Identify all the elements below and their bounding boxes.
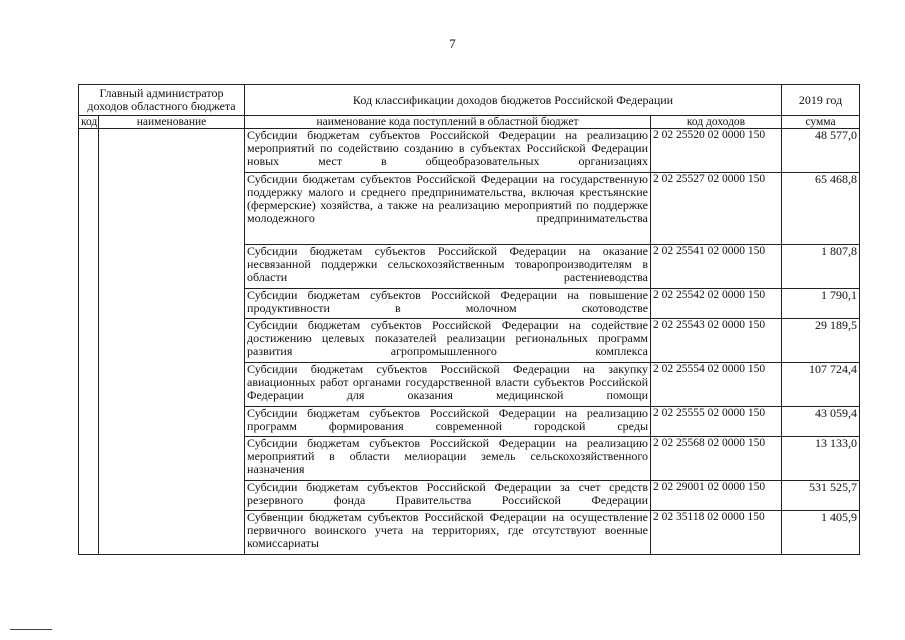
receipt-name-cell: Субсидии бюджетам субъектов Российской Федерации на содействие достижению целевых показателей реализации региональных программ развития агропромышленного комплекса bbox=[245, 319, 651, 363]
footnote-rule bbox=[10, 629, 52, 630]
income-code-cell: 2 02 25568 02 0000 150 bbox=[651, 437, 782, 481]
header-row-sub bbox=[79, 116, 860, 129]
name-header: наименование bbox=[99, 116, 245, 129]
header-row-main bbox=[79, 85, 860, 116]
budget-income-table bbox=[78, 84, 860, 555]
code-header: код bbox=[79, 116, 99, 129]
sum-cell: 1 790,1 bbox=[782, 289, 860, 319]
receipt-name-header: наименование кода поступлений в областной бюджет bbox=[245, 116, 651, 129]
receipt-name-cell: Субсидии бюджетам субъектов Российской Федерации за счет средств резервного фонда Правительства Российской Федерации bbox=[245, 481, 651, 511]
admin-code-cell bbox=[79, 129, 99, 555]
receipt-name-cell: Субсидии бюджетам субъектов Российской Федерации на оказание несвязанной поддержки сельскохозяйственным товаропроизводителям в области растениеводства bbox=[245, 245, 651, 289]
sum-cell: 1 807,8 bbox=[782, 245, 860, 289]
sum-cell: 48 577,0 bbox=[782, 129, 860, 173]
sum-cell: 531 525,7 bbox=[782, 481, 860, 511]
receipt-name-cell: Субсидии бюджетам субъектов Российской Федерации на повышение продуктивности в молочном скотоводстве bbox=[245, 289, 651, 319]
page-number: 7 bbox=[449, 36, 456, 51]
receipt-name-cell: Субсидии бюджетам субъектов Российской Федерации на реализацию мероприятий в области мелиорации земель сельскохозяйственного назначения bbox=[245, 437, 651, 481]
classification-header: Код классификации доходов бюджетов Российской Федерации bbox=[245, 85, 782, 116]
income-code-cell: 2 02 25520 02 0000 150 bbox=[651, 129, 782, 173]
income-code-cell: 2 02 25555 02 0000 150 bbox=[651, 407, 782, 437]
sum-cell: 13 133,0 bbox=[782, 437, 860, 481]
sum-header: сумма bbox=[782, 116, 860, 129]
sum-cell: 29 189,5 bbox=[782, 319, 860, 363]
sum-cell: 65 468,8 bbox=[782, 173, 860, 245]
sum-cell: 43 059,4 bbox=[782, 407, 860, 437]
income-code-cell: 2 02 25541 02 0000 150 bbox=[651, 245, 782, 289]
table-body bbox=[79, 129, 860, 555]
year-header: 2019 год bbox=[782, 85, 860, 116]
receipt-name-cell: Субсидии бюджетам субъектов Российской Федерации на государственную поддержку малого и среднего предпринимательства, включая крестьянские (фермерские) хозяйства, а также на реализацию мероприятий по поддержке молодежного предпринимательства bbox=[245, 173, 651, 245]
income-code-cell: 2 02 35118 02 0000 150 bbox=[651, 511, 782, 555]
receipt-name-cell: Субсидии бюджетам субъектов Российской Федерации на реализацию мероприятий по содействию созданию в субъектах Российской Федерации новых мест в общеобразовательных организациях bbox=[245, 129, 651, 173]
admin-name-cell bbox=[99, 129, 245, 555]
income-code-header: код доходов bbox=[651, 116, 782, 129]
chief-admin-header: Главный администратор доходов областного бюджета bbox=[79, 85, 245, 116]
income-code-cell: 2 02 25554 02 0000 150 bbox=[651, 363, 782, 407]
income-code-cell: 2 02 29001 02 0000 150 bbox=[651, 481, 782, 511]
receipt-name-cell: Субсидии бюджетам субъектов Российской Федерации на реализацию программ формирования современной городской среды bbox=[245, 407, 651, 437]
receipt-name-cell: Субвенции бюджетам субъектов Российской Федерации на осуществление первичного воинского учета на территориях, где отсутствуют военные комиссариаты bbox=[245, 511, 651, 555]
income-code-cell: 2 02 25543 02 0000 150 bbox=[651, 319, 782, 363]
receipt-name-cell: Субсидии бюджетам субъектов Российской Федерации на закупку авиационных работ органами государственной власти субъектов Российской Федерации для оказания медицинской помощи bbox=[245, 363, 651, 407]
income-code-cell: 2 02 25542 02 0000 150 bbox=[651, 289, 782, 319]
table-row bbox=[79, 129, 860, 173]
income-code-cell: 2 02 25527 02 0000 150 bbox=[651, 173, 782, 245]
sum-cell: 107 724,4 bbox=[782, 363, 860, 407]
sum-cell: 1 405,9 bbox=[782, 511, 860, 555]
